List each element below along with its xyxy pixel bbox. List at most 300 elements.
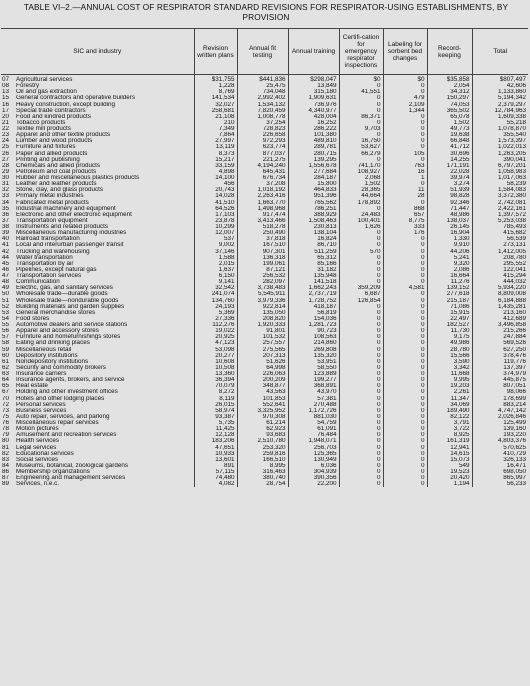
sic-code-cell: 42 <box>2 248 10 255</box>
fit-testing-cell: 1,498,968 <box>237 206 288 212</box>
labeling-cell: $0 <box>383 75 427 84</box>
sic-code-cell: 65 <box>2 383 10 390</box>
training-cell: 43,970 <box>288 389 339 395</box>
training-cell: 368,891 <box>288 383 339 389</box>
written-plans-cell: 13,601 <box>194 457 237 463</box>
labeling-cell: 0 <box>383 181 427 187</box>
recordkeeping-cell: 16,904 <box>427 230 472 236</box>
certification-cell: 0 <box>339 347 383 353</box>
written-plans-cell: 20,925 <box>194 334 237 340</box>
sic-code-cell: 59 <box>2 346 10 353</box>
recordkeeping-cell: 3,590 <box>427 359 472 365</box>
labeling-cell: 2,109 <box>383 102 427 108</box>
labeling-cell: 0 <box>383 353 427 359</box>
recordkeeping-cell: 14,615 <box>427 451 472 457</box>
fit-testing-cell: 221,275 <box>237 157 288 163</box>
written-plans-cell: 6,150 <box>194 273 237 279</box>
labeling-cell: 0 <box>383 445 427 451</box>
industry-name-cell: Health services <box>16 438 60 445</box>
total-cell: 56,233 <box>472 481 528 487</box>
total-cell: 1,435,281 <box>472 304 528 310</box>
fit-testing-cell: 623,774 <box>237 144 288 150</box>
written-plans-cell: 33,159 <box>194 163 237 169</box>
industry-name-cell: Electronic and other electronic equipment <box>16 211 132 218</box>
recordkeeping-cell: 71,086 <box>427 304 472 310</box>
sic-code-cell: 64 <box>2 377 10 384</box>
recordkeeping-cell: 277,618 <box>427 291 472 297</box>
total-cell: 698,050 <box>472 469 528 475</box>
training-cell: 130,949 <box>288 457 339 463</box>
total-cell: 1,058,983 <box>472 169 528 175</box>
sic-code-cell: 33 <box>2 193 10 200</box>
industry-name-cell: Wholesale trade—durable goods <box>16 291 108 298</box>
written-plans-cell: 241,074 <box>194 291 237 297</box>
fit-testing-cell: 259,816 <box>237 451 288 457</box>
fit-testing-cell: 972,293 <box>237 138 288 144</box>
industry-name-cell: Chemicals and allied products <box>16 162 101 169</box>
recordkeeping-cell: 19,523 <box>427 469 472 475</box>
written-plans-cell: 23,878 <box>194 218 237 224</box>
sic-code-cell: 61 <box>2 358 10 365</box>
training-cell: 101,380 <box>288 132 339 138</box>
sic-code-cell: 31 <box>2 181 10 188</box>
certification-cell: 0 <box>339 279 383 285</box>
total-cell: 42,606 <box>472 83 528 89</box>
written-plans-cell: $31,755 <box>194 75 237 84</box>
recordkeeping-cell: 1,194 <box>427 481 472 487</box>
training-cell: 289,781 <box>288 144 339 150</box>
total-cell: 8,809,008 <box>472 291 528 297</box>
written-plans-cell: 10,508 <box>194 365 237 371</box>
labeling-cell: 0 <box>383 469 427 475</box>
training-cell: 125,365 <box>288 451 339 457</box>
sic-code-cell: 35 <box>2 205 10 212</box>
labeling-cell: 0 <box>383 89 427 95</box>
recordkeeping-cell: 9,910 <box>427 242 472 248</box>
header-certification: Certifi-cation for emergency respirator inspections <box>339 29 383 75</box>
labeling-cell: 0 <box>383 273 427 279</box>
industry-name-cell: Insurance agents, brokers, and service <box>16 377 125 384</box>
training-cell: 304,939 <box>288 469 339 475</box>
industry-name-cell: Electric, gas, and sanitary services <box>16 285 113 292</box>
certification-cell: 0 <box>339 469 383 475</box>
total-cell: 2,379,297 <box>472 102 528 108</box>
fit-testing-cell: 25,475 <box>237 83 288 89</box>
training-cell: 61,091 <box>288 426 339 432</box>
recordkeeping-cell: 11,347 <box>427 396 472 402</box>
certification-cell: 44,664 <box>339 193 383 199</box>
recordkeeping-cell: 82,122 <box>427 414 472 420</box>
industry-name-cell: Railroad transportation <box>16 236 80 243</box>
sic-code-cell: 22 <box>2 126 10 132</box>
written-plans-cell: 41,510 <box>194 200 237 206</box>
certification-cell: 0 <box>339 402 383 408</box>
total-cell: 2,422,161 <box>472 206 528 212</box>
industry-name-cell: Apparel and accessory stores <box>16 328 99 335</box>
training-cell: 31,182 <box>288 267 339 273</box>
fit-testing-cell: 907,301 <box>237 249 288 255</box>
training-cell: 90,723 <box>288 328 339 334</box>
total-cell: 12,784,963 <box>472 108 528 114</box>
sic-code-cell: 51 <box>2 297 10 304</box>
recordkeeping-cell: 1,502 <box>427 120 472 126</box>
training-cell: 141,518 <box>288 279 339 285</box>
total-cell: 3,372,380 <box>472 193 528 199</box>
fit-testing-cell: 728,823 <box>237 126 288 132</box>
labeling-cell: 0 <box>383 457 427 463</box>
recordkeeping-cell: 365,502 <box>427 108 472 114</box>
total-cell: 865,997 <box>472 475 528 481</box>
certification-cell: $0 <box>339 75 383 84</box>
fit-testing-cell: 61,214 <box>237 420 288 426</box>
labeling-cell: 0 <box>383 126 427 132</box>
written-plans-cell: 36,394 <box>194 377 237 383</box>
sic-code-cell: 30 <box>2 175 10 181</box>
written-plans-cell: 8,373 <box>194 151 237 157</box>
sic-code-cell: 29 <box>2 168 10 175</box>
sic-code-cell: 80 <box>2 438 10 445</box>
fit-testing-cell: 3,413,466 <box>237 218 288 224</box>
labeling-cell: 0 <box>383 396 427 402</box>
certification-cell: 0 <box>339 408 383 414</box>
industry-name-cell: Eating and drinking places <box>16 340 90 347</box>
recordkeeping-cell: 34,069 <box>427 402 472 408</box>
written-plans-cell: 134,760 <box>194 298 237 304</box>
labeling-cell: 0 <box>383 120 427 126</box>
table-body <box>1 75 528 488</box>
certification-cell: 359,209 <box>339 285 383 291</box>
training-cell: 16,252 <box>288 120 339 126</box>
fit-testing-cell: 101,532 <box>237 334 288 340</box>
industry-name-cell: Stone, clay, and glass products <box>16 187 104 194</box>
industry-name-cell: Printing and publishing <box>16 156 80 163</box>
recordkeeping-cell: 15,566 <box>427 353 472 359</box>
fit-testing-cell: 552,641 <box>237 402 288 408</box>
recordkeeping-cell: 215,187 <box>427 298 472 304</box>
labeling-cell: 0 <box>383 340 427 346</box>
training-cell: 315,180 <box>288 89 339 95</box>
training-cell: 135,948 <box>288 273 339 279</box>
header-written-plans: Revision written plans <box>194 29 237 75</box>
industry-name-cell: Auto repair, services, and parking <box>16 413 110 420</box>
training-cell: 15,800 <box>288 181 339 187</box>
recordkeeping-cell: 34,312 <box>427 89 472 95</box>
labeling-cell: 0 <box>383 236 427 242</box>
written-plans-cell: 1,588 <box>194 255 237 261</box>
recordkeeping-cell: 26,145 <box>427 224 472 230</box>
recordkeeping-cell: 30,696 <box>427 151 472 157</box>
written-plans-cell: 27,997 <box>194 138 237 144</box>
recordkeeping-cell: 2,261 <box>427 389 472 395</box>
industry-name-cell: Real estate <box>16 383 48 390</box>
labeling-cell: 0 <box>383 144 427 150</box>
sic-code-cell: 86 <box>2 469 10 475</box>
fit-testing-cell: 257,557 <box>237 340 288 346</box>
certification-cell: 0 <box>339 481 383 487</box>
fit-testing-cell: 2,263,416 <box>237 193 288 199</box>
training-cell: 464,833 <box>288 187 339 193</box>
sic-code-cell: 25 <box>2 144 10 151</box>
recordkeeping-cell: 49,773 <box>427 126 472 132</box>
fit-testing-cell: 877,037 <box>237 151 288 157</box>
sic-code-cell: 81 <box>2 444 10 451</box>
fit-testing-cell: 518,278 <box>237 224 288 230</box>
sic-code-cell: 27 <box>2 156 10 163</box>
recordkeeping-cell: 3,342 <box>427 365 472 371</box>
training-cell: 139,295 <box>288 157 339 163</box>
sic-code-cell: 72 <box>2 401 10 408</box>
recordkeeping-cell: 48,986 <box>427 212 472 218</box>
total-cell: 415,682 <box>472 230 528 236</box>
industry-name-cell: Lumber and wood products <box>16 138 93 145</box>
written-plans-cell: 20,743 <box>194 187 237 193</box>
recordkeeping-cell: 11,730 <box>427 328 472 334</box>
total-cell: 5,194,342 <box>472 95 528 101</box>
fit-testing-cell: 1,534,132 <box>237 102 288 108</box>
training-cell: 13,849 <box>288 83 339 89</box>
industry-name-cell: Educational services <box>16 450 74 457</box>
written-plans-cell: 5,735 <box>194 420 237 426</box>
industry-name-cell: Transportation services <box>16 273 82 279</box>
written-plans-cell: 14,100 <box>194 175 237 181</box>
certification-cell: 126,854 <box>339 298 383 304</box>
recordkeeping-cell: 2,054 <box>427 83 472 89</box>
industry-name-cell: Paper and allied products <box>16 150 88 157</box>
recordkeeping-cell: 19,638 <box>427 132 472 138</box>
certification-cell: 0 <box>339 273 383 279</box>
recordkeeping-cell: 1,330 <box>427 236 472 242</box>
total-cell: 412,689 <box>472 316 528 322</box>
labeling-cell: 4,581 <box>383 285 427 291</box>
fit-testing-cell: 970,308 <box>237 414 288 420</box>
recordkeeping-cell: 161,319 <box>427 438 472 444</box>
certification-cell: 0 <box>339 102 383 108</box>
industry-name-cell: Miscellaneous repair services <box>16 420 99 426</box>
total-cell: 807,051 <box>472 383 528 389</box>
table-header-row <box>1 29 528 75</box>
industry-name-cell: Special trade contractors <box>16 107 86 114</box>
sic-code-cell: 53 <box>2 309 10 316</box>
certification-cell: 53,627 <box>339 144 383 150</box>
sic-code-cell: 21 <box>2 119 10 126</box>
industry-name-cell: Miscellaneous retail <box>16 346 72 353</box>
recordkeeping-cell: 8,925 <box>427 432 472 438</box>
sic-code-cell: 56 <box>2 328 10 335</box>
written-plans-cell: 13,119 <box>194 144 237 150</box>
industry-name-cell: Nondepository institutions <box>16 358 89 365</box>
certification-cell: 0 <box>339 445 383 451</box>
industry-name-cell: Apparel and other textile products <box>16 132 111 139</box>
fit-testing-cell: 226,658 <box>237 132 288 138</box>
fit-testing-cell: 91,801 <box>237 328 288 334</box>
training-cell: 269,808 <box>288 347 339 353</box>
total-cell: 1,584,083 <box>472 187 528 193</box>
sic-code-cell: 23 <box>2 132 10 139</box>
labeling-cell: 0 <box>383 475 427 481</box>
sic-code-cell: 52 <box>2 303 10 310</box>
written-plans-cell: 8,769 <box>194 89 237 95</box>
written-plans-cell: 10,933 <box>194 451 237 457</box>
total-cell: 215,266 <box>472 328 528 334</box>
sic-code-cell: 40 <box>2 236 10 243</box>
sic-code-cell: 36 <box>2 211 10 218</box>
labeling-cell: 0 <box>383 261 427 267</box>
training-cell: 390,356 <box>288 475 339 481</box>
written-plans-cell: 10,299 <box>194 224 237 230</box>
labeling-cell: 0 <box>383 291 427 297</box>
industry-name-cell: Petroleum and coal products <box>16 168 97 175</box>
fit-testing-cell: 37,254 <box>237 120 288 126</box>
fit-testing-cell: 1,008,778 <box>237 114 288 120</box>
fit-testing-cell: 226,063 <box>237 371 288 377</box>
written-plans-cell: 15,217 <box>194 157 237 163</box>
total-cell: 2,026,846 <box>472 414 528 420</box>
fit-testing-cell: 922,814 <box>237 304 288 310</box>
total-cell: 4,747,142 <box>472 408 528 414</box>
written-plans-cell: 258,681 <box>194 108 237 114</box>
written-plans-cell: 9,002 <box>194 242 237 248</box>
certification-cell: 0 <box>339 328 383 334</box>
industry-name-cell: Leather and leather products <box>16 181 97 188</box>
industry-name-cell: Transportation equipment <box>16 217 88 224</box>
labeling-cell: 0 <box>383 377 427 383</box>
fit-testing-cell: 37,818 <box>237 236 288 242</box>
total-cell: 1,022,013 <box>472 144 528 150</box>
header-sic-industry: SIC and industry <box>1 29 194 75</box>
training-cell: 138,104 <box>288 230 339 236</box>
total-cell: 1,017,063 <box>472 175 528 181</box>
labeling-cell: 479 <box>383 95 427 101</box>
certification-cell: 0 <box>339 132 383 138</box>
labeling-cell: 0 <box>383 322 427 328</box>
total-cell: 5,934,220 <box>472 285 528 291</box>
certification-cell: 100,401 <box>339 218 383 224</box>
total-cell: 378,476 <box>472 353 528 359</box>
recordkeeping-cell: 182,527 <box>427 322 472 328</box>
certification-cell: 0 <box>339 120 383 126</box>
certification-cell: 0 <box>339 353 383 359</box>
certification-cell: 741,170 <box>339 163 383 169</box>
fit-testing-cell: 348,877 <box>237 383 288 389</box>
recordkeeping-cell: 3,274 <box>427 181 472 187</box>
fit-testing-cell: 64,998 <box>237 365 288 371</box>
certification-cell: 0 <box>339 451 383 457</box>
certification-cell: 0 <box>339 438 383 444</box>
industry-name-cell: Primary metal industries <box>16 193 84 200</box>
total-cell: 326,133 <box>472 457 528 463</box>
total-cell: 569,526 <box>472 340 528 346</box>
total-cell: 2,742,081 <box>472 200 528 206</box>
written-plans-cell: 74,480 <box>194 475 237 481</box>
training-cell: 154,036 <box>288 316 339 322</box>
recordkeeping-cell: 92,346 <box>427 200 472 206</box>
industry-name-cell: Business services <box>16 407 67 414</box>
written-plans-cell: 21,108 <box>194 114 237 120</box>
training-cell: 786,251 <box>288 206 339 212</box>
training-cell: 765,562 <box>288 200 339 206</box>
fit-testing-cell: 7,820,459 <box>237 108 288 114</box>
certification-cell: 0 <box>339 230 383 236</box>
certification-cell: 0 <box>339 383 383 389</box>
labeling-cell: 0 <box>383 114 427 120</box>
training-cell: 418,187 <box>288 304 339 310</box>
labeling-cell: 0 <box>383 200 427 206</box>
recordkeeping-cell: 3,791 <box>427 420 472 426</box>
total-cell: 16,471 <box>472 463 528 469</box>
labeling-cell: 868 <box>383 206 427 212</box>
recordkeeping-cell: $35,858 <box>427 75 472 84</box>
fit-testing-cell: 43,563 <box>237 389 288 395</box>
recordkeeping-cell: 15,073 <box>427 457 472 463</box>
certification-cell: 0 <box>339 267 383 273</box>
written-plans-cell: 2,015 <box>194 261 237 267</box>
fit-testing-cell: 282,097 <box>237 279 288 285</box>
total-cell: 55,218 <box>472 120 528 126</box>
written-plans-cell: 20,277 <box>194 353 237 359</box>
industry-name-cell: Insurance carriers <box>16 371 67 377</box>
industry-name-cell: Water transportation <box>16 254 73 261</box>
total-cell: 1,397,572 <box>472 212 528 218</box>
recordkeeping-cell: 11,276 <box>427 279 472 285</box>
recordkeeping-cell: 41,712 <box>427 144 472 150</box>
recordkeeping-cell: 19,203 <box>427 383 472 389</box>
recordkeeping-cell: 22,028 <box>427 169 472 175</box>
labeling-cell: 763 <box>383 163 427 169</box>
recordkeeping-cell: 14,255 <box>427 157 472 163</box>
header-recordkeeping: Record-keeping <box>427 29 472 75</box>
written-plans-cell: 4,898 <box>194 169 237 175</box>
labeling-cell: 0 <box>383 463 427 469</box>
sic-code-cell: 32 <box>2 187 10 194</box>
written-plans-cell: 47,123 <box>194 340 237 346</box>
total-cell: 1,133,860 <box>472 89 528 95</box>
training-cell: 1,728,752 <box>288 298 339 304</box>
certification-cell: 41,551 <box>339 89 383 95</box>
recordkeeping-cell: 9,320 <box>427 261 472 267</box>
certification-cell: 0 <box>339 359 383 365</box>
industry-name-cell: Services, n.e.c. <box>16 481 60 488</box>
table-row <box>1 481 528 487</box>
sic-code-cell: 07 <box>2 76 10 83</box>
industry-name-cell: Local and interurban passenger transit <box>16 242 124 249</box>
written-plans-cell: 26,015 <box>194 402 237 408</box>
sic-code-cell: 15 <box>2 95 10 102</box>
certification-cell: 0 <box>339 340 383 346</box>
industry-name-cell: Forestry <box>16 83 40 90</box>
sic-code-cell: 67 <box>2 389 10 396</box>
industry-name-cell: Heavy construction, except building <box>16 101 116 108</box>
industry-name-cell: Rubber and miscellaneous plastics products <box>16 175 140 181</box>
industry-name-cell: Transportation by air <box>16 260 74 267</box>
training-cell: 53,951 <box>288 359 339 365</box>
total-cell: 415,294 <box>472 273 528 279</box>
recordkeeping-cell: 5,241 <box>427 255 472 261</box>
training-cell: 16,824 <box>288 236 339 242</box>
fit-testing-cell: 199,061 <box>237 261 288 267</box>
training-cell: 280,715 <box>288 151 339 157</box>
labeling-cell: 0 <box>383 432 427 438</box>
total-cell: 119,776 <box>472 359 528 365</box>
sic-code-cell: 55 <box>2 322 10 328</box>
written-plans-cell: 183,206 <box>194 438 237 444</box>
training-cell: 736,976 <box>288 102 339 108</box>
labeling-cell: 105 <box>383 151 427 157</box>
labeling-cell: 0 <box>383 451 427 457</box>
training-cell: 277,684 <box>288 169 339 175</box>
written-plans-cell: 1,637 <box>194 267 237 273</box>
sic-code-cell: 76 <box>2 420 10 426</box>
certification-cell: 0 <box>339 463 383 469</box>
